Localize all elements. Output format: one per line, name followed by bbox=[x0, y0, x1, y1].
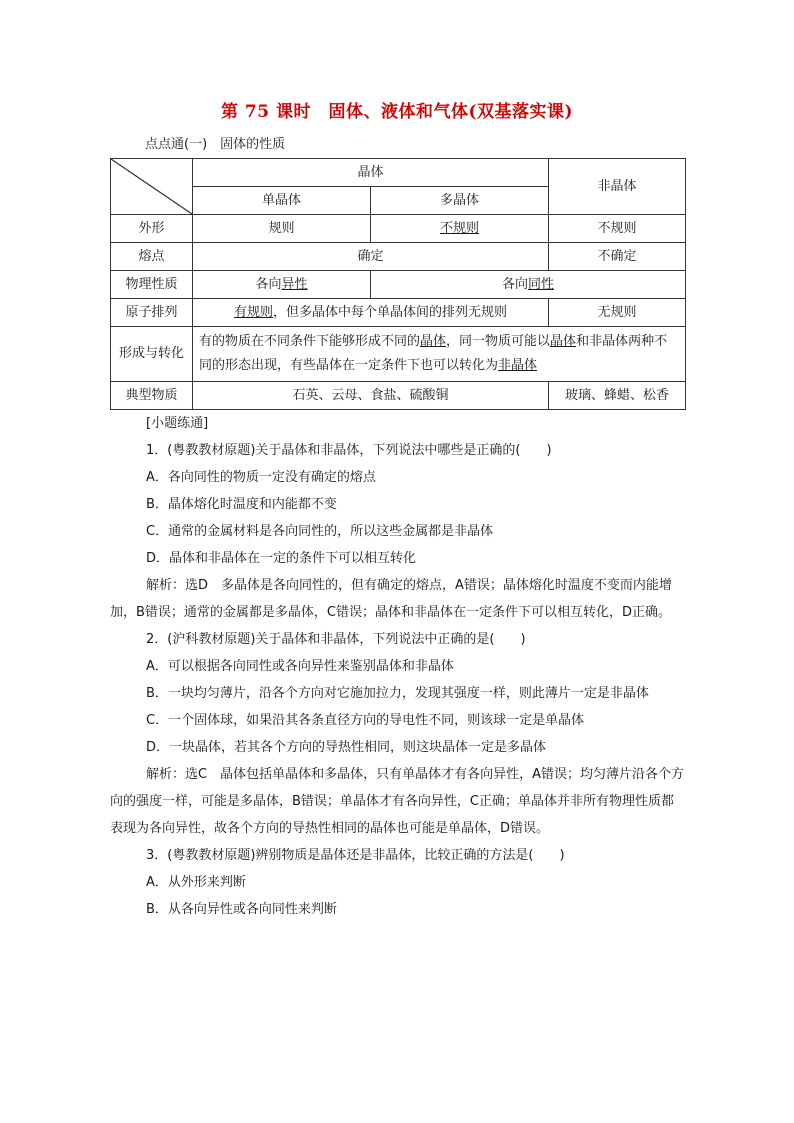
table-cell: 不确定 bbox=[549, 243, 686, 271]
option-d: D．一块晶体，若其各个方向的导热性相同，则这块晶体一定是多晶体 bbox=[146, 740, 547, 755]
table-cell: 规则 bbox=[193, 215, 371, 243]
table-cell bbox=[371, 271, 686, 299]
table-cell: 玻璃、蜂蜡、松香 bbox=[549, 382, 686, 410]
question-stem: 1．(粤教教材原题)关于晶体和非晶体，下列说法中哪些是正确的( ) bbox=[146, 443, 552, 458]
cell-text: 各向 bbox=[501, 276, 528, 292]
header-amorphous: 非晶体 bbox=[549, 159, 686, 215]
option-c: C．通常的金属材料是各向同性的，所以这些金属都是非晶体 bbox=[146, 524, 494, 539]
option-b: B．从各向异性或各向同性来判断 bbox=[146, 902, 337, 917]
header-single-crystal: 单晶体 bbox=[193, 187, 371, 215]
table-row bbox=[111, 215, 686, 243]
option-a: A．从外形来判断 bbox=[146, 875, 246, 890]
cell-text: ，但多晶体中每个单晶体间的排列无规则 bbox=[273, 304, 508, 320]
table-row bbox=[111, 271, 686, 299]
option-b: B．一块均匀薄片，沿各个方向对它施加拉力，发现其强度一样，则此薄片一定是非晶体 bbox=[146, 686, 649, 701]
table-cell: 确定 bbox=[193, 243, 549, 271]
cell-text: ，同一物质可能以 bbox=[446, 334, 551, 349]
row-label: 熔点 bbox=[111, 243, 193, 271]
header-polycrystal: 多晶体 bbox=[371, 187, 549, 215]
cell-text: 各向 bbox=[255, 276, 282, 292]
section-heading: 点点通(一) 固体的性质 bbox=[145, 137, 286, 152]
solid-properties-table bbox=[110, 158, 686, 410]
table-row bbox=[111, 327, 686, 382]
table-row bbox=[111, 243, 686, 271]
table-cell bbox=[193, 271, 371, 299]
table-row bbox=[111, 382, 686, 410]
underlined-text: 晶体 bbox=[550, 334, 577, 349]
table-cell bbox=[193, 327, 686, 382]
lesson-title: 第 75 课时 固体、液体和气体(双基落实课) bbox=[220, 102, 574, 122]
table-cell: 石英、云母、食盐、硫酸铜 bbox=[193, 382, 549, 410]
underlined-text: 有规则 bbox=[233, 304, 273, 320]
row-label: 外形 bbox=[111, 215, 193, 243]
question-stem: 2．(沪科教材原题)关于晶体和非晶体，下列说法中正确的是( ) bbox=[146, 632, 526, 647]
option-b: B．晶体熔化时温度和内能都不变 bbox=[146, 497, 337, 512]
table-cell: 无规则 bbox=[549, 299, 686, 327]
option-c: C．一个固体球，如果沿其各条直径方向的导电性不同，则该球一定是单晶体 bbox=[146, 713, 585, 728]
table-corner-cell bbox=[111, 159, 193, 215]
option-a: A．可以根据各向同性或各向异性来鉴别晶体和非晶体 bbox=[146, 659, 454, 674]
cell-text: 和非晶体两种不同的形态出现，有些晶体在一定条件下也可以转化为 bbox=[199, 334, 668, 373]
analysis-text: 解析：选C 晶体包括单晶体和多晶体，只有单晶体才有各向异性，A错误；均匀薄片沿各个方向的强度一样，可能是多晶体，B错误；单晶体才有各向异性，C正确；单晶体并非所有物理性质都表现为各向异性，故各个方向的导热性相同的晶体也可能是单晶体，D错误。 bbox=[110, 767, 684, 836]
cell-text: 有的物质在不同条件下能够形成不同的 bbox=[199, 334, 421, 349]
row-label: 形成与转化 bbox=[111, 327, 193, 382]
underlined-text: 同性 bbox=[528, 276, 555, 292]
row-label: 典型物质 bbox=[111, 382, 193, 410]
table-cell: 不规则 bbox=[371, 215, 549, 243]
exercise-section bbox=[110, 410, 686, 923]
practice-label: [小题练通] bbox=[146, 416, 209, 431]
option-d: D．晶体和非晶体在一定的条件下可以相互转化 bbox=[146, 551, 417, 566]
option-a: A．各向同性的物质一定没有确定的熔点 bbox=[146, 470, 376, 485]
table-cell bbox=[193, 299, 549, 327]
underlined-text: 异性 bbox=[281, 276, 308, 292]
underlined-text: 晶体 bbox=[420, 334, 447, 349]
table-cell: 不规则 bbox=[549, 215, 686, 243]
question-stem: 3．(粤教教材原题)辨别物质是晶体还是非晶体，比较正确的方法是( ) bbox=[146, 848, 565, 863]
analysis-text: 解析：选D 多晶体是各向同性的，但有确定的熔点，A错误；晶体熔化时温度不变而内能增加，B错误；通常的金属都是多晶体，C错误；晶体和非晶体在一定条件下可以相互转化，D正确。 bbox=[110, 578, 672, 620]
header-crystal: 晶体 bbox=[193, 159, 549, 187]
row-label: 物理性质 bbox=[111, 271, 193, 299]
row-label: 原子排列 bbox=[111, 299, 193, 327]
diagonal-line bbox=[111, 159, 192, 214]
underlined-text: 非晶体 bbox=[498, 358, 538, 373]
table-row bbox=[111, 299, 686, 327]
